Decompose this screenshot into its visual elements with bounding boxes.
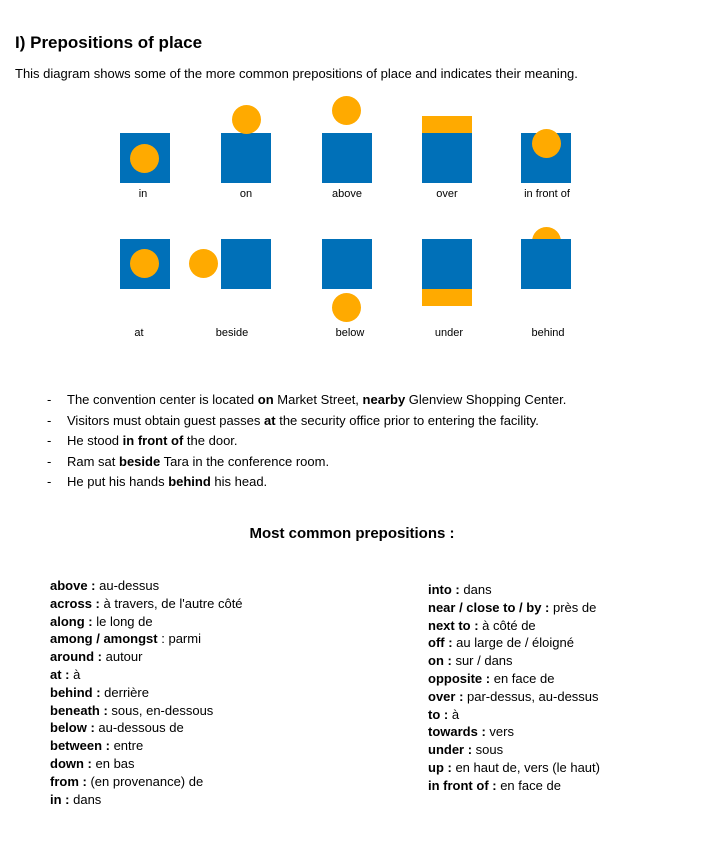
bullet-dash: - xyxy=(47,453,52,469)
preposition-term: opposite : xyxy=(428,670,491,686)
preposition-meaning: à xyxy=(448,706,460,722)
preposition-meaning: en face de xyxy=(496,777,561,793)
example-sentence xyxy=(47,472,566,493)
preposition-entry xyxy=(50,791,243,809)
dot-above xyxy=(332,96,361,125)
preposition-entry xyxy=(50,702,243,720)
preposition-meaning: entre xyxy=(109,738,144,754)
square-behind xyxy=(521,239,571,289)
label-behind: behind xyxy=(531,327,565,339)
preposition-term: on : xyxy=(428,653,452,669)
preposition-meaning: au large de / éloigné xyxy=(452,635,574,651)
preposition-entry xyxy=(50,684,243,702)
prepositions-list-left xyxy=(50,577,243,808)
preposition-entry xyxy=(50,773,243,791)
example-sentence xyxy=(47,431,566,452)
preposition-term: from : xyxy=(50,773,87,789)
preposition-term: to : xyxy=(428,706,449,722)
example-preposition: nearby xyxy=(362,392,406,407)
square-below xyxy=(322,239,372,289)
preposition-term: at : xyxy=(50,666,70,682)
example-text: The convention center is located xyxy=(67,392,258,407)
example-text: the door. xyxy=(183,433,238,448)
preposition-term: among / amongst xyxy=(50,631,158,647)
preposition-meaning: derrière xyxy=(100,684,149,700)
example-sentences xyxy=(47,390,566,493)
preposition-meaning: le long de xyxy=(92,613,153,629)
preposition-meaning: à côté de xyxy=(478,617,536,633)
preposition-term: beneath : xyxy=(50,702,108,718)
preposition-meaning: au-dessous de xyxy=(94,720,184,736)
example-sentence xyxy=(47,452,566,473)
bullet-dash: - xyxy=(47,412,52,428)
label-under: under xyxy=(434,327,464,339)
dot-in xyxy=(130,144,159,173)
dot-beside xyxy=(189,249,218,278)
square-beside xyxy=(221,239,271,289)
preposition-term: over : xyxy=(428,688,464,704)
preposition-term: across : xyxy=(50,595,100,611)
example-text: his head. xyxy=(210,474,268,489)
square-above xyxy=(322,133,372,183)
preposition-term: near / close to / by : xyxy=(428,599,550,615)
preposition-term: down : xyxy=(50,755,92,771)
preposition-entry xyxy=(428,688,600,706)
example-text: Ram sat xyxy=(67,453,120,469)
preposition-entry xyxy=(50,648,243,666)
preposition-term: between : xyxy=(50,738,110,754)
preposition-meaning: par-dessus, au-dessus xyxy=(463,688,599,704)
preposition-meaning: sous, en-dessous xyxy=(107,702,214,718)
label-above: above xyxy=(332,188,362,200)
preposition-entry xyxy=(428,652,600,670)
preposition-term: under : xyxy=(428,742,473,758)
preposition-term: up : xyxy=(428,759,452,775)
preposition-meaning: : parmi xyxy=(157,631,201,647)
page-title: I) Prepositions of place xyxy=(15,33,203,52)
preposition-term: towards : xyxy=(428,724,486,740)
preposition-entry xyxy=(428,634,600,652)
label-below: below xyxy=(335,327,365,339)
preposition-entry xyxy=(428,706,600,724)
preposition-term: below : xyxy=(50,720,95,736)
example-sentence xyxy=(47,390,566,411)
preposition-entry xyxy=(50,737,243,755)
label-in-front-of: in front of xyxy=(524,188,570,200)
preposition-term: around : xyxy=(50,649,102,665)
preposition-meaning: en bas xyxy=(91,755,135,771)
bar-over xyxy=(422,116,472,133)
preposition-entry xyxy=(428,777,600,795)
preposition-entry xyxy=(428,723,600,741)
preposition-term: along : xyxy=(50,613,93,629)
bullet-dash: - xyxy=(47,392,52,407)
example-text: Tara in the conference room. xyxy=(160,453,330,469)
section-heading: Most common prepositions : xyxy=(249,525,455,542)
preposition-meaning: vers xyxy=(485,724,514,740)
square-on xyxy=(221,133,271,183)
preposition-meaning: en haut de, vers (le haut) xyxy=(451,759,600,775)
intro-text: This diagram shows some of the more common prepositions of place and indicates their meaning. xyxy=(15,66,578,81)
square-over xyxy=(422,133,472,183)
example-text: Market Street, xyxy=(273,392,363,407)
label-beside: beside xyxy=(215,327,249,339)
example-preposition: in front of xyxy=(122,433,184,448)
example-preposition: behind xyxy=(168,474,211,489)
dot-below xyxy=(332,293,361,322)
preposition-meaning: autour xyxy=(102,649,143,665)
preposition-meaning: au-dessus xyxy=(95,578,160,593)
preposition-meaning: près de xyxy=(549,599,597,615)
example-text: He stood xyxy=(67,433,123,448)
preposition-meaning: dans xyxy=(459,582,492,597)
preposition-term: off : xyxy=(428,635,453,651)
example-text: the security office prior to entering the facility. xyxy=(275,412,539,428)
preposition-term: above : xyxy=(50,578,96,593)
preposition-entry xyxy=(428,741,600,759)
preposition-term: in : xyxy=(50,791,70,807)
preposition-meaning: en face de xyxy=(490,670,555,686)
prepositions-list-right xyxy=(428,581,600,795)
preposition-entry xyxy=(50,630,243,648)
label-over: over xyxy=(436,188,458,200)
example-text: Glenview Shopping Center. xyxy=(405,392,567,407)
preposition-entry xyxy=(50,577,243,595)
preposition-meaning: sous xyxy=(472,742,504,758)
preposition-term: into : xyxy=(428,582,460,597)
preposition-meaning: (en provenance) de xyxy=(86,773,204,789)
preposition-meaning: dans xyxy=(69,791,102,807)
preposition-entry xyxy=(50,613,243,631)
preposition-entry xyxy=(428,670,600,688)
bar-under xyxy=(422,289,472,306)
preposition-meaning: à travers, de l'autre côté xyxy=(99,595,243,611)
example-preposition: beside xyxy=(119,453,161,469)
preposition-entry xyxy=(50,755,243,773)
label-on: on xyxy=(239,188,253,200)
example-text: Visitors must obtain guest passes xyxy=(67,412,265,428)
preposition-entry xyxy=(428,617,600,635)
dot-in-front-of xyxy=(532,129,561,158)
preposition-term: next to : xyxy=(428,617,479,633)
preposition-entry xyxy=(50,719,243,737)
example-sentence xyxy=(47,411,566,432)
bullet-dash: - xyxy=(47,474,52,489)
preposition-meaning: sur / dans xyxy=(451,653,513,669)
preposition-entry xyxy=(428,581,600,599)
preposition-meaning: à xyxy=(69,666,81,682)
example-text: He put his hands xyxy=(67,474,169,489)
square-under xyxy=(422,239,472,289)
preposition-entry xyxy=(428,599,600,617)
dot-at xyxy=(130,249,159,278)
example-preposition: on xyxy=(257,392,274,407)
preposition-term: in front of : xyxy=(428,777,497,793)
preposition-term: behind : xyxy=(50,684,101,700)
example-preposition: at xyxy=(264,412,276,428)
dot-on xyxy=(232,105,261,134)
bullet-dash: - xyxy=(47,433,52,448)
label-at: at xyxy=(134,327,144,339)
preposition-entry xyxy=(50,666,243,684)
preposition-entry xyxy=(50,595,243,613)
preposition-entry xyxy=(428,759,600,777)
label-in: in xyxy=(138,188,148,200)
